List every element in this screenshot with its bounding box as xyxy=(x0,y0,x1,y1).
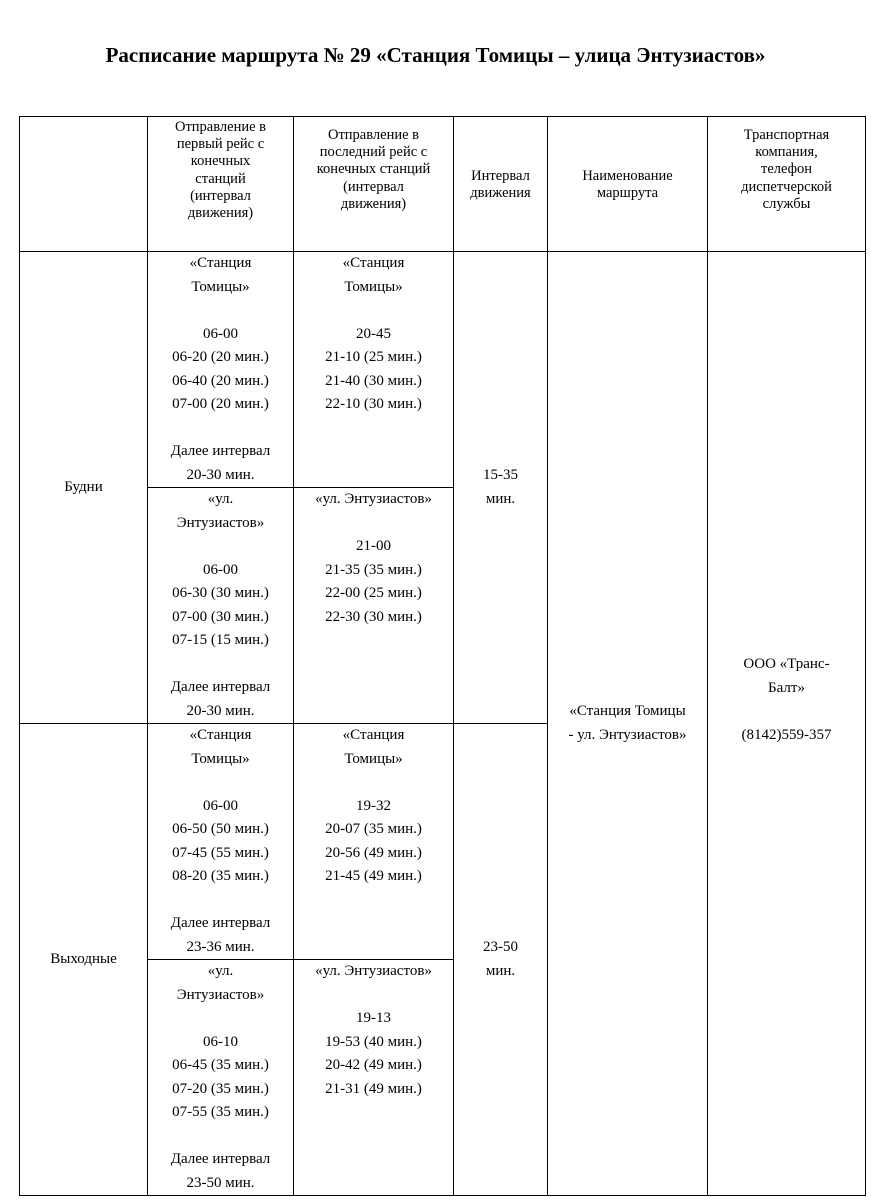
header-day xyxy=(20,117,148,252)
weekends-interval: 23-50 мин. xyxy=(454,724,548,1196)
company-info: ООО «Транс- Балт» (8142)559-357 xyxy=(708,252,866,1196)
weekends-tomitsy-last: «Станция Томицы» 19-32 20-07 (35 мин.) 20-56 (49 мин.) 21-45 (49 мин.) xyxy=(294,724,454,960)
weekdays-tomitsy-last: «Станция Томицы» 20-45 21-10 (25 мин.) 21-40 (30 мин.) 22-10 (30 мин.) xyxy=(294,252,454,488)
header-interval: Интервал движения xyxy=(454,117,548,252)
weekdays-label: Будни xyxy=(20,252,148,724)
weekdays-interval: 15-35 мин. xyxy=(454,252,548,724)
weekends-tomitsy-first: «Станция Томицы» 06-00 06-50 (50 мин.) 07-45 (55 мин.) 08-20 (35 мин.) Далее интервал 23-36 мин. xyxy=(148,724,294,960)
company-phone: (8142)559-357 xyxy=(741,726,832,743)
weekends-entuziastov-last: «ул. Энтузиастов» 19-13 19-53 (40 мин.) 20-42 (49 мин.) 21-31 (49 мин.) xyxy=(294,960,454,1196)
page-title: Расписание маршрута № 29 «Станция Томицы – улица Энтузиастов» xyxy=(105,43,766,67)
schedule-table xyxy=(19,116,866,1196)
weekdays-entuziastov-first: «ул. Энтузиастов» 06-00 06-30 (30 мин.) 07-00 (30 мин.) 07-15 (15 мин.) Далее интервал 20-30 мин. xyxy=(148,488,294,724)
weekdays-tomitsy-first: «Станция Томицы» 06-00 06-20 (20 мин.) 06-40 (20 мин.) 07-00 (20 мин.) Далее интервал 20-30 мин. xyxy=(148,252,294,488)
weekends-entuziastov-first: «ул. Энтузиастов» 06-10 06-45 (35 мин.) 07-20 (35 мин.) 07-55 (35 мин.) Далее интервал 23-50 мин. xyxy=(148,960,294,1196)
route-name: «Станция Томицы - ул. Энтузиастов» xyxy=(548,252,708,1196)
header-route-name: Наименование маршрута xyxy=(548,117,708,252)
weekdays-entuziastov-last: «ул. Энтузиастов» 21-00 21-35 (35 мин.) 22-00 (25 мин.) 22-30 (30 мин.) xyxy=(294,488,454,724)
header-row xyxy=(20,117,866,252)
header-first-trip: Отправление в первый рейс с конечных станций (интервал движения) xyxy=(148,117,294,252)
weekends-label: Выходные xyxy=(20,724,148,1196)
header-company: Транспортная компания, телефон диспетчерской службы xyxy=(708,117,866,252)
header-last-trip: Отправление в последний рейс с конечных станций (интервал движения) xyxy=(294,117,454,252)
weekdays-tomitsy-row xyxy=(20,252,866,488)
